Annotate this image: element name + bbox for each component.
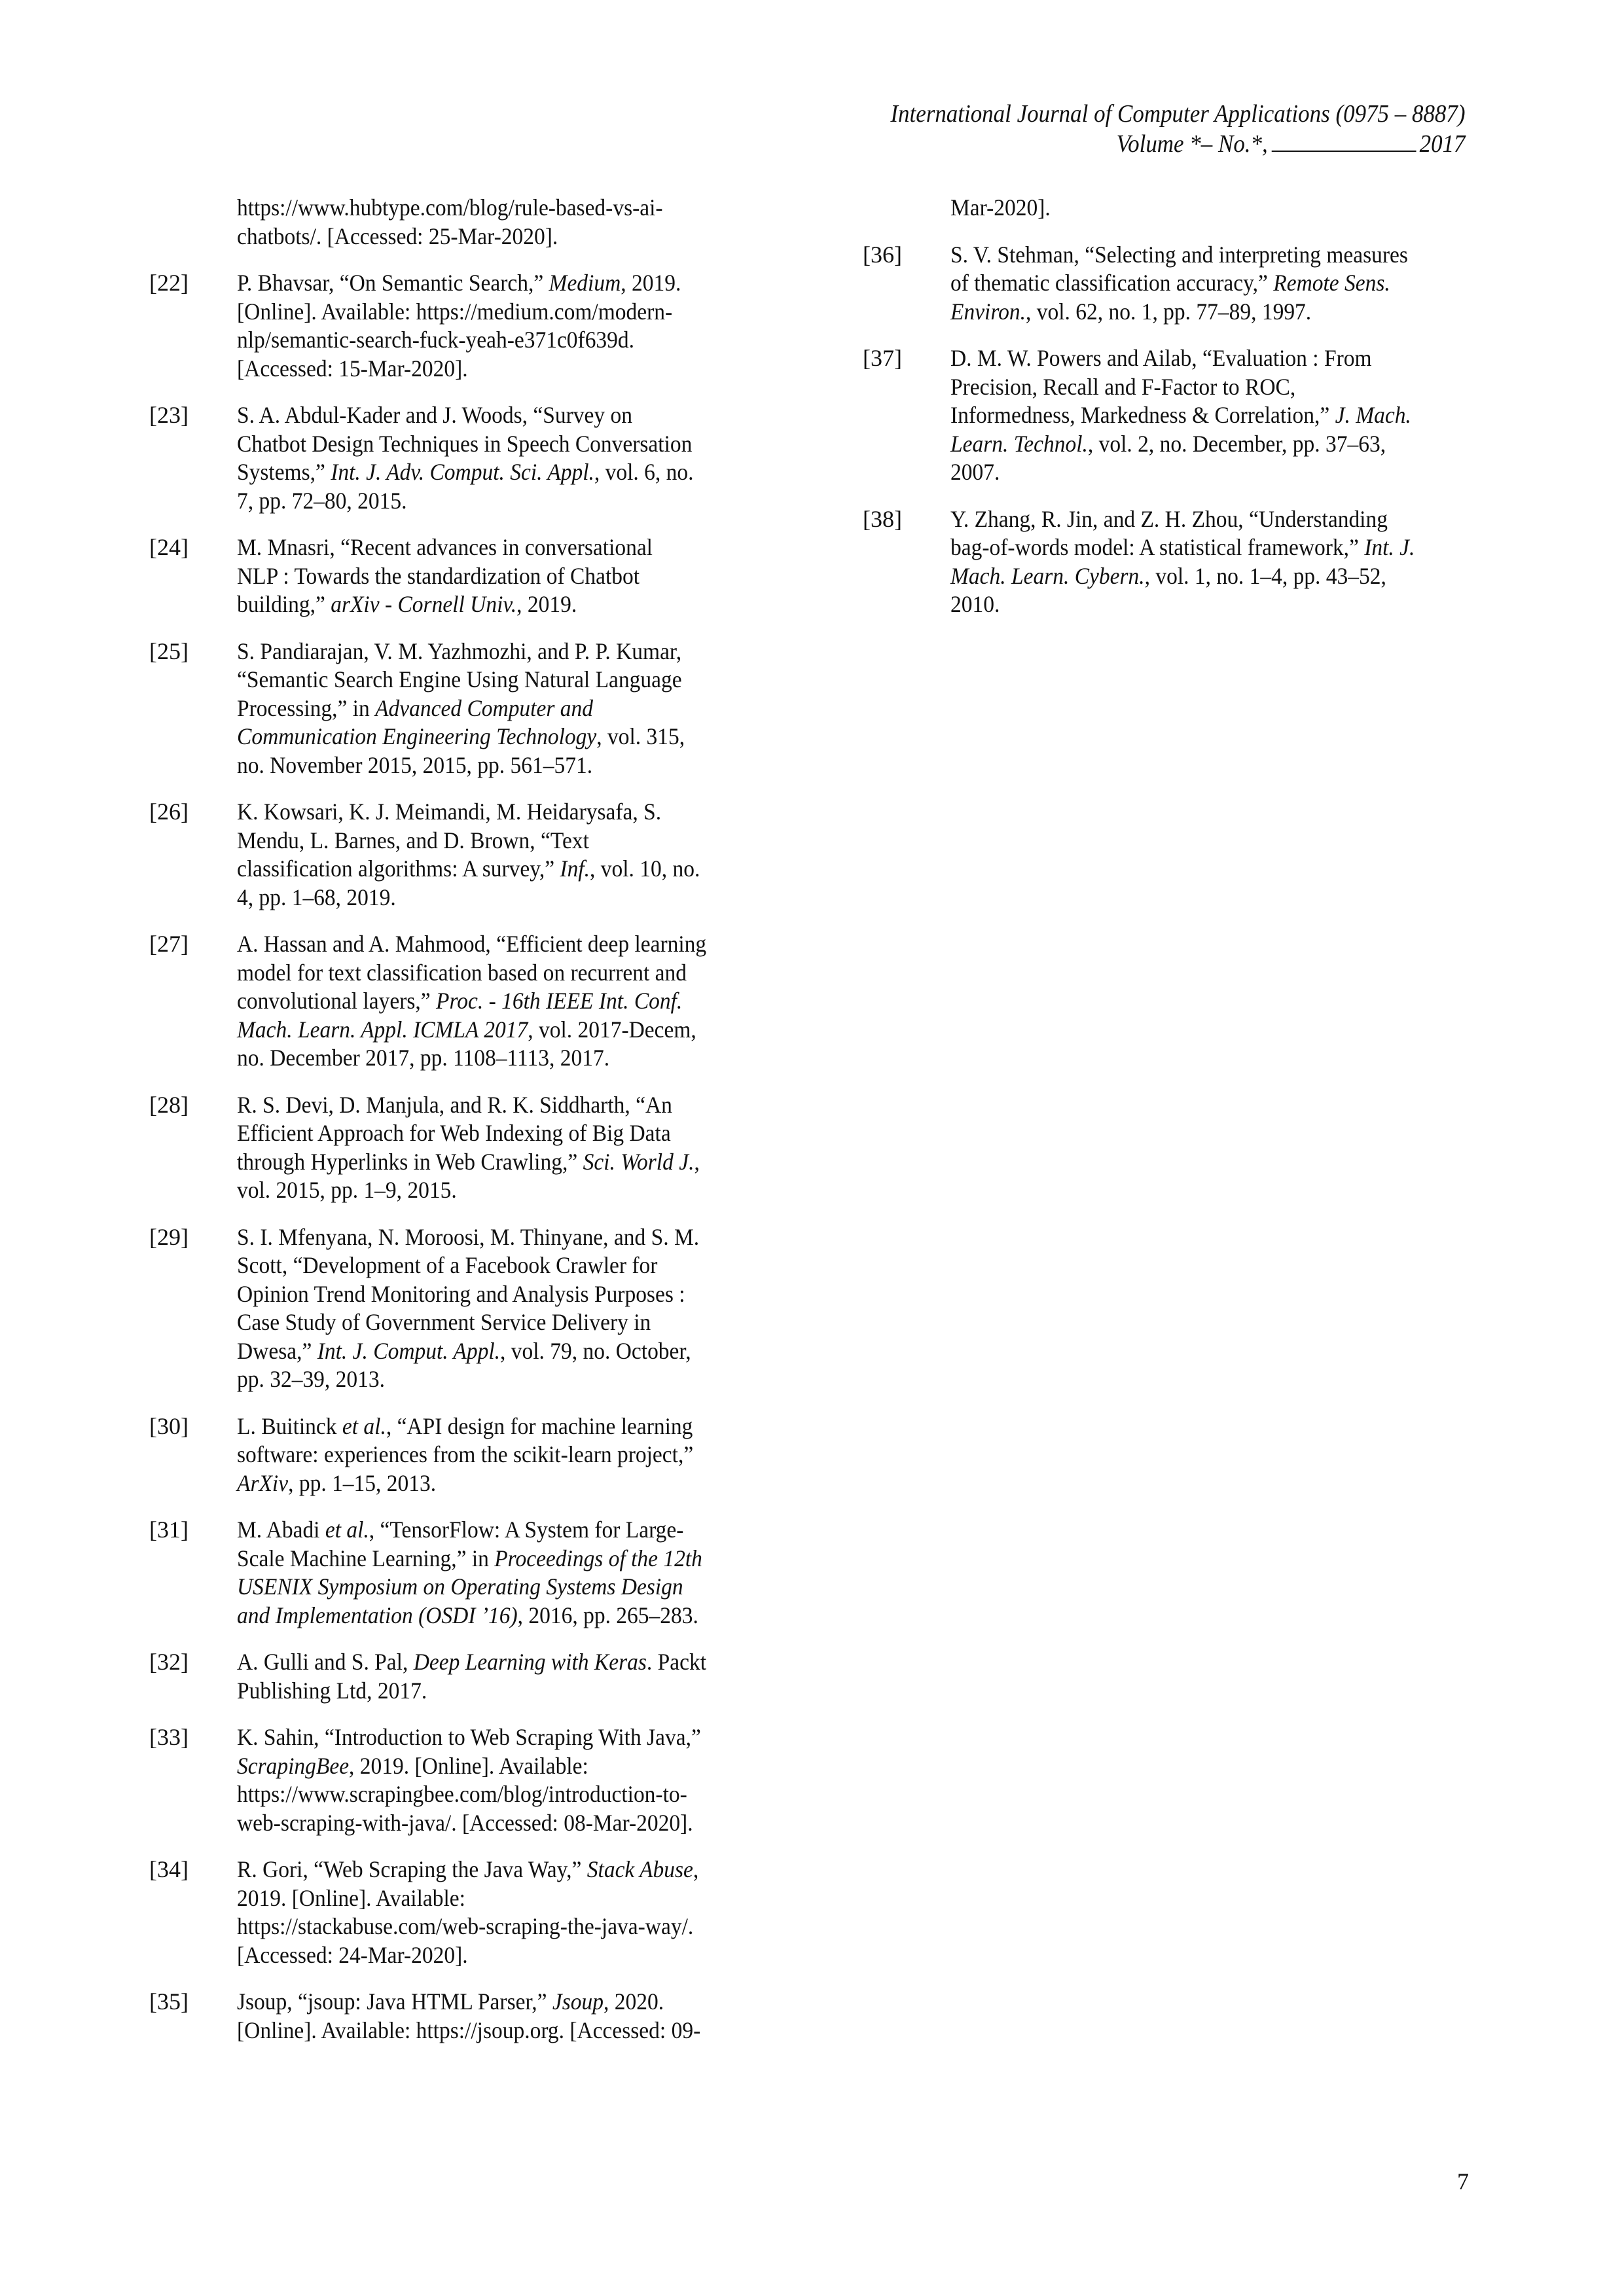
reference-line: [237, 590, 740, 619]
reference-text: no. December 2017, pp. 1108–1113, 2017.: [237, 1045, 610, 1071]
reference-italic-text: Remote Sens.: [1273, 270, 1390, 296]
reference-text: https://www.hubtype.com/blog/rule-based-vs-ai-: [237, 194, 663, 221]
reference-line: [237, 1677, 740, 1706]
reference-italic-text: Stack Abuse: [586, 1856, 693, 1882]
reference-number: [28]: [149, 1091, 189, 1118]
references-right-column: [863, 194, 1491, 637]
reference-italic-text: Jsoup: [552, 1988, 604, 2015]
reference-text: [Online]. Available: https://medium.com/modern-: [237, 298, 673, 325]
reference-number: [37]: [863, 345, 902, 371]
reference-line: [237, 223, 740, 251]
reference-text: Publishing Ltd, 2017.: [237, 1677, 427, 1704]
reference-line: [237, 1516, 740, 1545]
reference-text: Case Study of Government Service Delivery in: [237, 1309, 651, 1335]
reference-text: Scale Machine Learning,” in: [237, 1545, 495, 1571]
reference-line: [950, 590, 1453, 619]
reference-line: [237, 798, 740, 827]
reference-line: [237, 751, 740, 780]
reference-line: [237, 1091, 740, 1120]
reference-text: software: experiences from the scikit-learn project,”: [237, 1441, 694, 1467]
reference-line: [237, 1573, 740, 1602]
reference-text: , 2019.: [621, 270, 681, 296]
reference-italic-text: Inf.: [560, 855, 590, 882]
reference-line: [237, 1441, 740, 1469]
reference-line: [237, 1602, 740, 1630]
reference-line: [237, 723, 740, 751]
reference-line: [950, 562, 1453, 591]
reference-line: [237, 1545, 740, 1573]
reference-text: , vol. 1, no. 1–4, pp. 43–52,: [1144, 562, 1386, 589]
reference-line: [950, 373, 1453, 402]
reference-text: convolutional layers,”: [237, 988, 437, 1014]
reference-line: [950, 298, 1453, 327]
reference-text: classification algorithms: A survey,”: [237, 855, 560, 882]
reference-text: A. Gulli and S. Pal,: [237, 1649, 414, 1675]
reference-line: [237, 930, 740, 959]
reference-entry: [863, 344, 1491, 487]
reference-text: Systems,”: [237, 459, 331, 485]
reference-entry: [149, 1856, 778, 1969]
reference-line: [237, 533, 740, 562]
reference-text: L. Buitinck: [237, 1412, 342, 1439]
reference-number: [29]: [149, 1223, 189, 1250]
reference-number: [30]: [149, 1412, 189, 1439]
reference-italic-text: Deep Learning with Keras: [413, 1649, 647, 1675]
volume-line: [891, 128, 1466, 158]
reference-text: , 2019. [Online]. Available:: [349, 1752, 588, 1779]
reference-text: ,: [693, 1856, 699, 1882]
reference-text: Y. Zhang, R. Jin, and Z. H. Zhou, “Understanding: [950, 505, 1388, 532]
reference-entry: [149, 930, 778, 1073]
reference-text: , 2019.: [516, 591, 577, 617]
reference-entry: [863, 505, 1491, 619]
reference-number: [24]: [149, 534, 189, 560]
reference-italic-text: ArXiv: [237, 1469, 289, 1496]
reference-text: web-scraping-with-java/. [Accessed: 08-Mar-2020].: [237, 1809, 693, 1836]
reference-text: , vol. 6, no.: [594, 459, 694, 485]
reference-line: [237, 987, 740, 1016]
reference-line: [237, 1251, 740, 1280]
reference-text: https://www.scrapingbee.com/blog/introduction-to-: [237, 1781, 687, 1807]
reference-line: [237, 1365, 740, 1394]
volume-year: 2017: [1420, 130, 1466, 158]
reference-text: , 2020.: [603, 1988, 664, 2015]
reference-entry: [149, 533, 778, 619]
reference-text: pp. 32–39, 2013.: [237, 1366, 385, 1392]
reference-text: Chatbot Design Techniques in Speech Conversation: [237, 430, 693, 457]
reference-line: [237, 1723, 740, 1752]
reference-italic-text: Int. J. Adv. Comput. Sci. Appl.: [331, 459, 594, 485]
reference-text: Jsoup, “jsoup: Java HTML Parser,”: [237, 1988, 552, 2015]
reference-line: [950, 269, 1453, 298]
reference-text: nlp/semantic-search-fuck-yeah-e371c0f639d.: [237, 327, 635, 353]
reference-line: [237, 1912, 740, 1941]
reference-line: [237, 1337, 740, 1366]
reference-text: bag-of-words model: A statistical framework,”: [950, 534, 1365, 560]
reference-text: [Online]. Available: https://jsoup.org. [Accessed: 09-: [237, 2017, 701, 2043]
reference-text: K. Kowsari, K. J. Meimandi, M. Heidarysafa, S.: [237, 798, 662, 825]
reference-text: , vol. 10, no.: [589, 855, 700, 882]
reference-line: [237, 355, 740, 384]
reference-text: R. Gori, “Web Scraping the Java Way,”: [237, 1856, 587, 1882]
reference-continuation: [863, 194, 1491, 223]
reference-line: [237, 1809, 740, 1838]
reference-italic-text: Sci. World J.: [583, 1148, 695, 1175]
reference-text: Efficient Approach for Web Indexing of Big Data: [237, 1120, 671, 1146]
reference-line: [237, 1752, 740, 1781]
reference-italic-text: arXiv - Cornell Univ.: [331, 591, 517, 617]
reference-line: [237, 1988, 740, 2017]
reference-line: [237, 1044, 740, 1073]
reference-text: K. Sahin, “Introduction to Web Scraping With Java,”: [237, 1724, 701, 1750]
reference-italic-text: Environ.: [950, 298, 1026, 325]
reference-text: M. Mnasri, “Recent advances in conversational: [237, 534, 653, 560]
reference-entry: [149, 1988, 778, 2045]
reference-text: S. V. Stehman, “Selecting and interpreting measures: [950, 241, 1408, 268]
reference-text: vol. 2015, pp. 1–9, 2015.: [237, 1177, 457, 1203]
reference-text: , pp. 1–15, 2013.: [288, 1469, 437, 1496]
reference-line: [237, 487, 740, 516]
reference-line: [950, 505, 1453, 534]
reference-line: [237, 1648, 740, 1677]
reference-entry: [149, 269, 778, 383]
reference-line: [237, 269, 740, 298]
reference-line: [237, 855, 740, 884]
reference-line: [237, 1884, 740, 1913]
reference-number: [27]: [149, 931, 189, 957]
reference-line: [237, 1308, 740, 1337]
reference-text: . Packt: [646, 1649, 707, 1675]
reference-italic-text: et al.: [342, 1412, 386, 1439]
reference-text: 2019. [Online]. Available:: [237, 1884, 465, 1911]
reference-italic-text: J. Mach.: [1335, 402, 1411, 428]
journal-title: International Journal of Computer Applications (0975 – 8887): [890, 100, 1466, 128]
reference-line: [237, 637, 740, 666]
reference-number: [33]: [149, 1724, 189, 1750]
reference-italic-text: Communication Engineering Technology: [237, 723, 597, 749]
reference-italic-text: Learn. Technol.: [950, 430, 1088, 457]
reference-text: https://stackabuse.com/web-scraping-the-java-way/.: [237, 1913, 694, 1939]
reference-text: Informedness, Markedness & Correlation,”: [950, 402, 1335, 428]
reference-line: [237, 884, 740, 912]
reference-line: [237, 1148, 740, 1177]
reference-entry: [149, 1223, 778, 1394]
reference-line: [237, 827, 740, 855]
reference-text: through Hyperlinks in Web Crawling,”: [237, 1148, 583, 1175]
reference-text: NLP : Towards the standardization of Chatbot: [237, 562, 640, 589]
reference-text: S. I. Mfenyana, N. Moroosi, M. Thinyane, and S. M.: [237, 1223, 700, 1250]
reference-italic-text: Advanced Computer and: [375, 694, 593, 721]
reference-text: [Accessed: 15-Mar-2020].: [237, 355, 468, 382]
reference-text: Mar-2020].: [950, 194, 1051, 221]
volume-label: Volume *– No.*,: [1117, 130, 1269, 158]
page-number: 7: [1457, 2168, 1469, 2195]
reference-text: A. Hassan and A. Mahmood, “Efficient deep learning: [237, 931, 707, 957]
reference-line: [237, 562, 740, 591]
reference-entry: [863, 241, 1491, 327]
reference-text: R. S. Devi, D. Manjula, and R. K. Siddharth, “An: [237, 1091, 672, 1118]
reference-number: [31]: [149, 1516, 189, 1543]
reference-line: [237, 458, 740, 487]
reference-number: [32]: [149, 1649, 189, 1675]
reference-text: M. Abadi: [237, 1516, 325, 1543]
reference-number: [35]: [149, 1988, 189, 2015]
reference-line: [237, 959, 740, 988]
reference-italic-text: Int. J.: [1364, 534, 1415, 560]
reference-line: [237, 401, 740, 430]
reference-italic-text: Int. J. Comput. Appl.: [317, 1337, 501, 1364]
reference-entry: [149, 1648, 778, 1705]
reference-italic-text: Proc. - 16th IEEE Int. Conf.: [436, 988, 683, 1014]
reference-text: , vol. 79, no. October,: [500, 1337, 691, 1364]
reference-italic-text: Mach. Learn. Appl. ICMLA 2017: [237, 1016, 528, 1043]
reference-number: [25]: [149, 637, 189, 664]
reference-text: Scott, “Development of a Facebook Crawler for: [237, 1252, 658, 1278]
reference-text: , vol. 62, no. 1, pp. 77–89, 1997.: [1026, 298, 1312, 325]
reference-text: S. Pandiarajan, V. M. Yazhmozhi, and P. P. Kumar,: [237, 637, 682, 664]
reference-line: [237, 1280, 740, 1309]
reference-entry: [149, 798, 778, 912]
reference-text: model for text classification based on recurrent and: [237, 959, 687, 986]
reference-line: [950, 194, 1453, 223]
reference-line: [237, 2017, 740, 2045]
reference-line: [950, 533, 1453, 562]
reference-text: , 2016, pp. 265–283.: [517, 1602, 698, 1628]
reference-italic-text: ScrapingBee: [237, 1752, 350, 1779]
running-header: [891, 99, 1466, 158]
reference-text: , vol. 315,: [596, 723, 685, 749]
reference-text: S. A. Abdul-Kader and J. Woods, “Survey on: [237, 402, 632, 428]
reference-line: [237, 1223, 740, 1252]
reference-text: chatbots/. [Accessed: 25-Mar-2020].: [237, 223, 558, 249]
reference-line: [950, 241, 1453, 270]
reference-entry: [149, 1516, 778, 1630]
reference-text: Processing,” in: [237, 694, 376, 721]
reference-number: [36]: [863, 241, 902, 268]
reference-text: D. M. W. Powers and Ailab, “Evaluation : From: [950, 345, 1372, 371]
reference-italic-text: et al.: [325, 1516, 369, 1543]
reference-line: [950, 430, 1453, 459]
reference-italic-text: Proceedings of the 12th: [494, 1545, 702, 1571]
reference-italic-text: Medium: [549, 270, 621, 296]
issue-date-blank: [1272, 128, 1416, 152]
reference-text: 2007.: [950, 459, 1000, 485]
reference-entry: [149, 1091, 778, 1205]
reference-text: of thematic classification accuracy,”: [950, 270, 1274, 296]
reference-line: [950, 458, 1453, 487]
reference-line: [237, 1469, 740, 1498]
reference-text: 4, pp. 1–68, 2019.: [237, 884, 396, 910]
references-left-column: [149, 194, 778, 2063]
reference-text: , vol. 2, no. December, pp. 37–63,: [1087, 430, 1386, 457]
reference-line: [237, 1941, 740, 1970]
reference-entry: [149, 401, 778, 515]
reference-text: P. Bhavsar, “On Semantic Search,”: [237, 270, 549, 296]
reference-text: 2010.: [950, 591, 1000, 617]
reference-entry: [149, 637, 778, 780]
reference-line: [237, 1780, 740, 1809]
reference-text: Mendu, L. Barnes, and D. Brown, “Text: [237, 827, 589, 853]
reference-line: [237, 194, 740, 223]
reference-number: [34]: [149, 1856, 189, 1882]
reference-line: [950, 344, 1453, 373]
reference-text: ,: [694, 1148, 700, 1175]
reference-entry: [149, 1723, 778, 1837]
reference-number: [22]: [149, 270, 189, 296]
reference-line: [237, 1176, 740, 1205]
reference-italic-text: USENIX Symposium on Operating Systems Design: [237, 1573, 683, 1600]
reference-line: [237, 1119, 740, 1148]
reference-number: [38]: [863, 505, 902, 532]
reference-text: “Semantic Search Engine Using Natural Language: [237, 666, 682, 692]
reference-text: , vol. 2017-Decem,: [528, 1016, 696, 1043]
reference-line: [237, 430, 740, 459]
reference-line: [237, 1016, 740, 1045]
reference-line: [237, 694, 740, 723]
reference-text: , “API design for machine learning: [386, 1412, 693, 1439]
reference-continuation: [149, 194, 778, 251]
reference-text: no. November 2015, 2015, pp. 561–571.: [237, 751, 593, 778]
reference-text: [Accessed: 24-Mar-2020].: [237, 1941, 468, 1968]
reference-line: [237, 1856, 740, 1884]
reference-line: [237, 666, 740, 694]
reference-text: Opinion Trend Monitoring and Analysis Purposes :: [237, 1280, 685, 1307]
reference-italic-text: Mach. Learn. Cybern.: [950, 562, 1145, 589]
reference-line: [950, 401, 1453, 430]
reference-text: building,”: [237, 591, 331, 617]
reference-number: [26]: [149, 798, 189, 825]
reference-entry: [149, 1412, 778, 1498]
reference-text: Precision, Recall and F-Factor to ROC,: [950, 373, 1296, 400]
reference-text: , “TensorFlow: A System for Large-: [369, 1516, 684, 1543]
reference-line: [237, 1412, 740, 1441]
reference-text: Dwesa,”: [237, 1337, 317, 1364]
reference-italic-text: and Implementation (OSDI ’16): [237, 1602, 518, 1628]
reference-number: [23]: [149, 402, 189, 428]
reference-line: [237, 298, 740, 327]
reference-text: 7, pp. 72–80, 2015.: [237, 487, 407, 514]
reference-line: [237, 326, 740, 355]
